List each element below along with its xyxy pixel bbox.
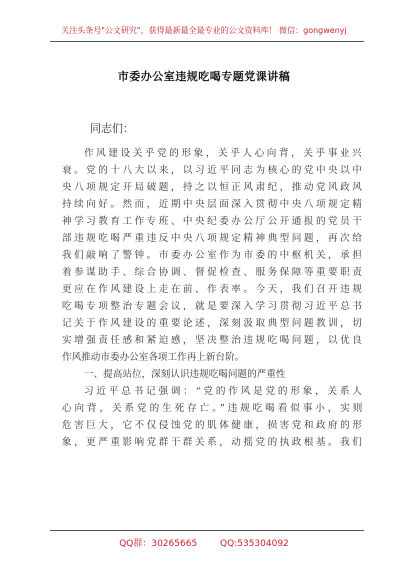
- salutation: 同志们：: [90, 122, 134, 135]
- header-divider: [50, 41, 364, 42]
- body-line: 危害巨大，它不仅侵蚀党的肌体健康，损害党和政府的形: [62, 420, 365, 431]
- body-line: 实增强责任感和紧迫感，坚决整治违规吃喝问题，以优良: [62, 335, 365, 346]
- section-heading: 一、提高站位，深刻认识违规吃喝问题的严重性: [84, 369, 286, 380]
- qq-group-contact: QQ群：30265665: [119, 539, 198, 549]
- header-notice: 关注头条号"公文研究"，获得最新最全最专业的公文资料库！ 微信：gongwenyj: [61, 26, 347, 35]
- body-line: 记关于作风建设的重要论述，深刻汲取典型问题教训，切: [62, 318, 365, 329]
- body-line: 心向背，关系党的生死存亡。”违规吃喝看似事小，实则: [62, 403, 366, 414]
- body-line: 部违规吃喝严重违反中央八项规定精神典型问题，再次给: [62, 233, 365, 244]
- qq-contact: QQ:535304092: [220, 539, 289, 549]
- body-line: 作风推动市委办公室各项工作再上新台阶。: [62, 352, 245, 363]
- footer-contacts: [0, 536, 408, 549]
- body-line: 我们敲响了警钟。市委办公室作为市委的中枢机关，承担: [62, 250, 365, 261]
- body-line: 更应在作风建设上走在前、作表率。今天，我们召开违规: [62, 284, 365, 295]
- body-line: 习近平总书记强调：“党的作风是党的形象，关系人: [84, 386, 365, 397]
- body-line: 着参谋助手、综合协调、督促检查、服务保障等重要职责: [62, 267, 365, 278]
- body-line: 央八项规定开局破题，持之以恒正风肃纪，推动党风政风: [62, 182, 365, 193]
- body-line: 象，更严重影响党群干群关系，动摇党的执政根基。我们: [62, 437, 365, 448]
- body-line: 衰。党的十八大以来，以习近平同志为核心的党中央以中: [62, 165, 365, 176]
- document-title: 市委办公室违规吃喝专题党课讲稿: [117, 70, 291, 83]
- body-line: 神学习教育工作专班、中央纪委办公厅公开通报的党员干: [62, 216, 365, 227]
- footer-divider: [50, 530, 364, 531]
- body-line: 持续向好。然而，近期中央层面深入贯彻中央八项规定精: [62, 199, 365, 210]
- body-line: 吃喝专项整治专题会议，就是要深入学习贯彻习近平总书: [62, 301, 365, 312]
- body-line: 作风建设关乎党的形象，关乎人心向背，关乎事业兴: [84, 148, 365, 159]
